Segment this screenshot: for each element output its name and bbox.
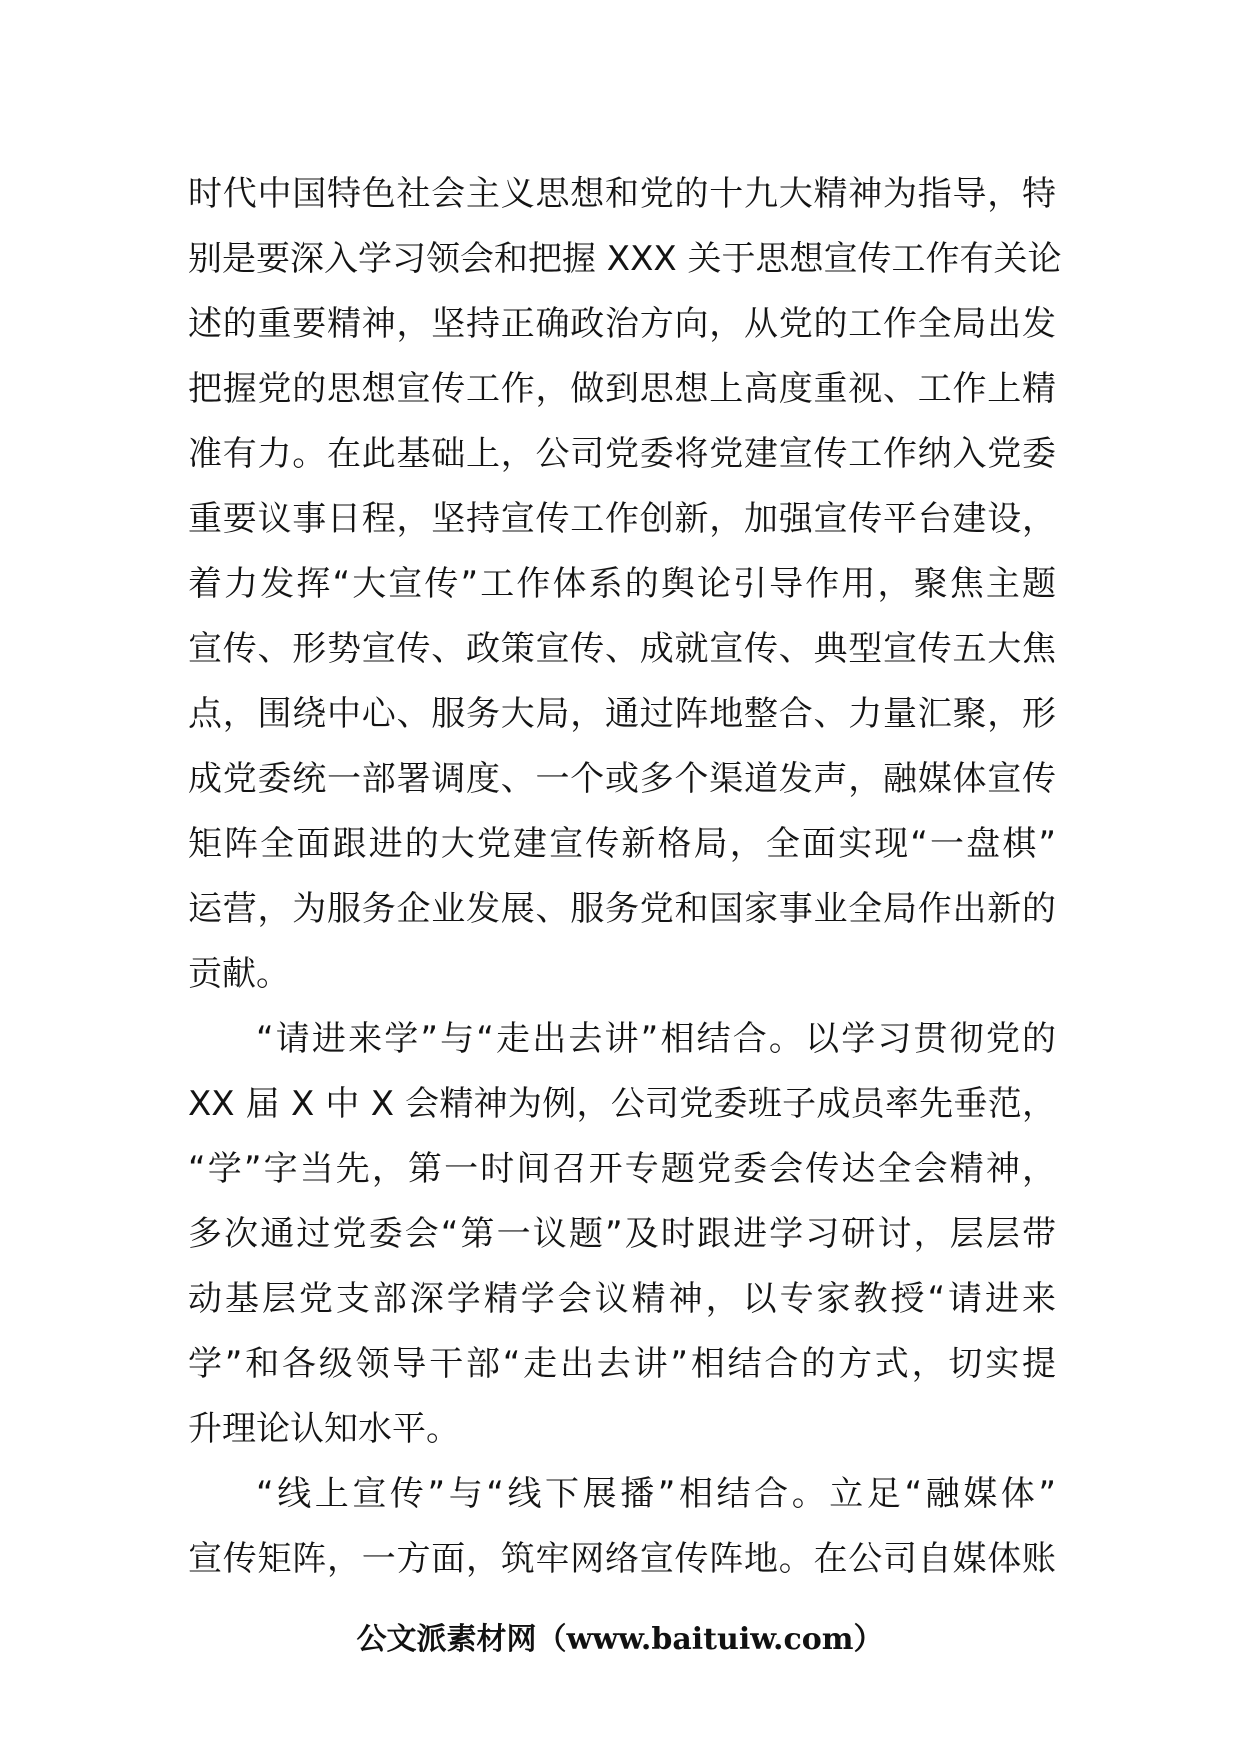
text-line: 着力发挥“大宣传”工作体系的舆论引导作用，聚焦主题 [188, 564, 1056, 604]
text-line: 重要议事日程，坚持宣传工作创新，加强宣传平台建设， [188, 499, 1056, 539]
text-line: 宣传、形势宣传、政策宣传、成就宣传、典型宣传五大焦 [188, 629, 1056, 669]
text-line: 多次通过党委会“第一议题”及时跟进学习研讨，层层带 [188, 1214, 1056, 1254]
paragraph-3 [188, 1462, 1056, 1592]
text-line: 学”和各级领导干部“走出去讲”相结合的方式，切实提 [188, 1344, 1056, 1384]
paragraph-2 [188, 1007, 1056, 1462]
text-line: “线上宣传”与“线下展播”相结合。立足“融媒体” [256, 1474, 1056, 1514]
text-line: 贡献。 [188, 954, 290, 994]
text-line: 把握党的思想宣传工作，做到思想上高度重视、工作上精 [188, 369, 1056, 409]
footer-source: 公文派素材网（www.baituiw.com） [356, 1622, 884, 1657]
text-line: 述的重要精神，坚持正确政治方向，从党的工作全局出发 [188, 304, 1056, 344]
text-line: 宣传矩阵，一方面，筑牢网络宣传阵地。在公司自媒体账 [188, 1539, 1056, 1579]
text-line: 成党委统一部署调度、一个或多个渠道发声，融媒体宣传 [188, 759, 1056, 799]
document-body [188, 162, 1062, 1592]
text-line: 准有力。在此基础上，公司党委将党建宣传工作纳入党委 [188, 434, 1056, 474]
text-line: XX 届 X 中 X 会精神为例，公司党委班子成员率先垂范， [188, 1084, 1056, 1124]
text-line: 升理论认知水平。 [188, 1409, 460, 1449]
paragraph-1 [188, 162, 1062, 1007]
text-line: 动基层党支部深学精学会议精神，以专家教授“请进来 [188, 1279, 1056, 1319]
text-line: 时代中国特色社会主义思想和党的十九大精神为指导，特 [188, 174, 1056, 214]
text-line: “请进来学”与“走出去讲”相结合。以学习贯彻党的 [256, 1019, 1056, 1059]
text-line: 矩阵全面跟进的大党建宣传新格局，全面实现“一盘棋” [188, 824, 1056, 864]
text-line: 点，围绕中心、服务大局，通过阵地整合、力量汇聚，形 [188, 694, 1056, 734]
text-line: “学”字当先，第一时间召开专题党委会传达全会精神， [188, 1149, 1056, 1189]
text-line: 别是要深入学习领会和把握 XXX 关于思想宣传工作有关论 [188, 239, 1062, 279]
text-line: 运营，为服务企业发展、服务党和国家事业全局作出新的 [188, 889, 1056, 929]
